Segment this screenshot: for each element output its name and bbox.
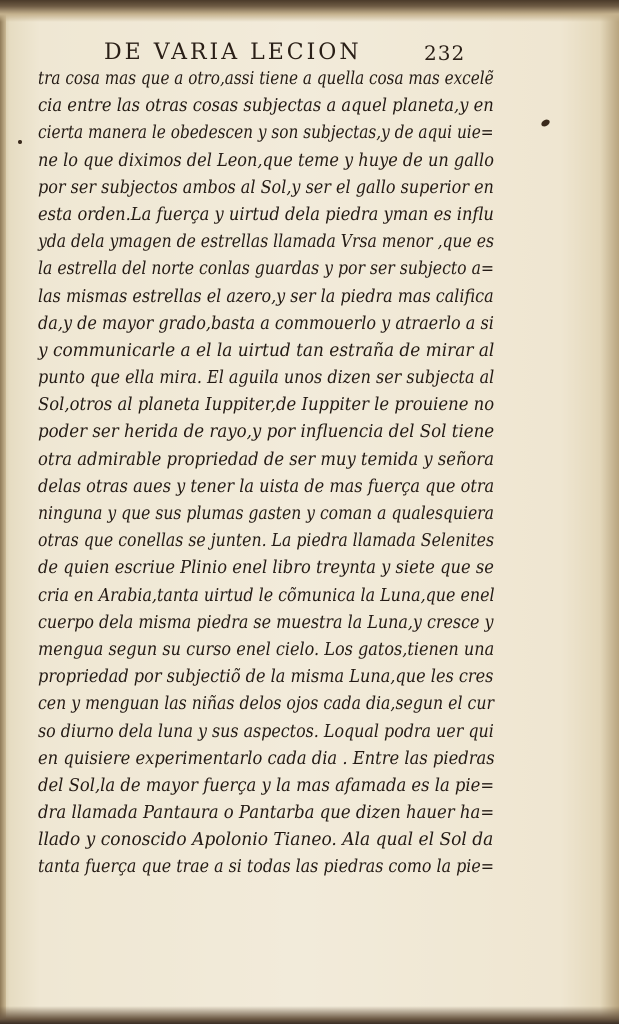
text-line: dra llamada Pantaura o Pantarba que dizen hauer ha= xyxy=(38,803,495,824)
text-line: so diurno dela luna y sus aspectos. Loqual podra uer qui xyxy=(38,721,494,742)
text-line: tanta fuerça que trae a si todas las piedras como la pie= xyxy=(38,857,495,878)
running-head-title: DE VARIA LECION xyxy=(104,40,362,65)
text-line: mengua segun su curso enel cielo. Los gatos,tienen una xyxy=(38,639,495,660)
text-line: da,y de mayor grado,basta a commouerlo y atraerlo a si xyxy=(38,313,494,334)
text-line: llado y conoscido Apolonio Tianeo. Ala qual el Sol da xyxy=(38,830,494,851)
text-line: Sol,otros al planeta Iuppiter,de Iuppiter le prouiene no xyxy=(38,395,495,416)
text-line: y communicarle a el la uirtud tan estraña de mirar al xyxy=(38,340,495,361)
text-line: la estrella del norte conlas guardas y por ser subjecto a= xyxy=(38,259,495,280)
body-text xyxy=(38,66,498,882)
text-line: punto que ella mira. El aguila unos dizen ser subjecta al xyxy=(38,368,495,389)
page-bottom-edge xyxy=(0,1006,619,1024)
text-line: otras que conellas se junten. La piedra llamada Selenites xyxy=(38,531,495,552)
text-line: tra cosa mas que a otro,assi tiene a quella cosa mas excelẽ xyxy=(38,69,494,89)
text-line: ne lo que diximos del Leon,que teme y huye de un gallo xyxy=(38,150,494,171)
text-line: yda dela ymagen de estrellas llamada Vrsa menor ,que es xyxy=(38,232,494,253)
running-head xyxy=(0,38,619,68)
text-line: cuerpo dela misma piedra se muestra la Luna,y cresce y xyxy=(38,612,494,633)
text-line: del Sol,la de mayor fuerça y la mas afamada es la pie= xyxy=(38,775,495,796)
page-gutter-shadow xyxy=(0,0,6,1024)
text-line: cierta manera le obedescen y son subjectas,y de aqui uie= xyxy=(38,123,494,144)
text-line: delas otras aues y tener la uista de mas fuerça que otra xyxy=(38,476,495,497)
text-line: ninguna y que sus plumas gasten y coman a qualesquiera xyxy=(38,504,494,524)
text-line: otra admirable propriedad de ser muy temida y señora xyxy=(38,449,494,470)
text-line: cria en Arabia,tanta uirtud le cõmunica la Luna,que enel xyxy=(38,585,495,606)
page-number: 232 xyxy=(424,41,466,65)
text-line: en quisiere experimentarlo cada dia . Entre las piedras xyxy=(38,748,495,769)
ink-speck xyxy=(18,140,22,144)
ink-blot xyxy=(540,118,551,128)
page-top-edge xyxy=(0,0,619,22)
text-line: esta orden.La fuerça y uirtud dela piedra yman es influ xyxy=(38,204,494,225)
text-line: propriedad por subjectiõ de la misma Luna,que les cres xyxy=(38,667,494,688)
text-line: cen y menguan las niñas delos ojos cada dia,segun el cur xyxy=(38,694,494,715)
text-line: por ser subjectos ambos al Sol,y ser el gallo superior en xyxy=(38,177,494,198)
text-line: de quien escriue Plinio enel libro treynta y siete que se xyxy=(38,558,494,579)
text-line: poder ser herida de rayo,y por influencia del Sol tiene xyxy=(38,422,495,443)
text-line: cia entre las otras cosas subjectas a aquel planeta,y en xyxy=(38,96,494,117)
text-line: las mismas estrellas el azero,y ser la piedra mas califica xyxy=(38,286,494,307)
